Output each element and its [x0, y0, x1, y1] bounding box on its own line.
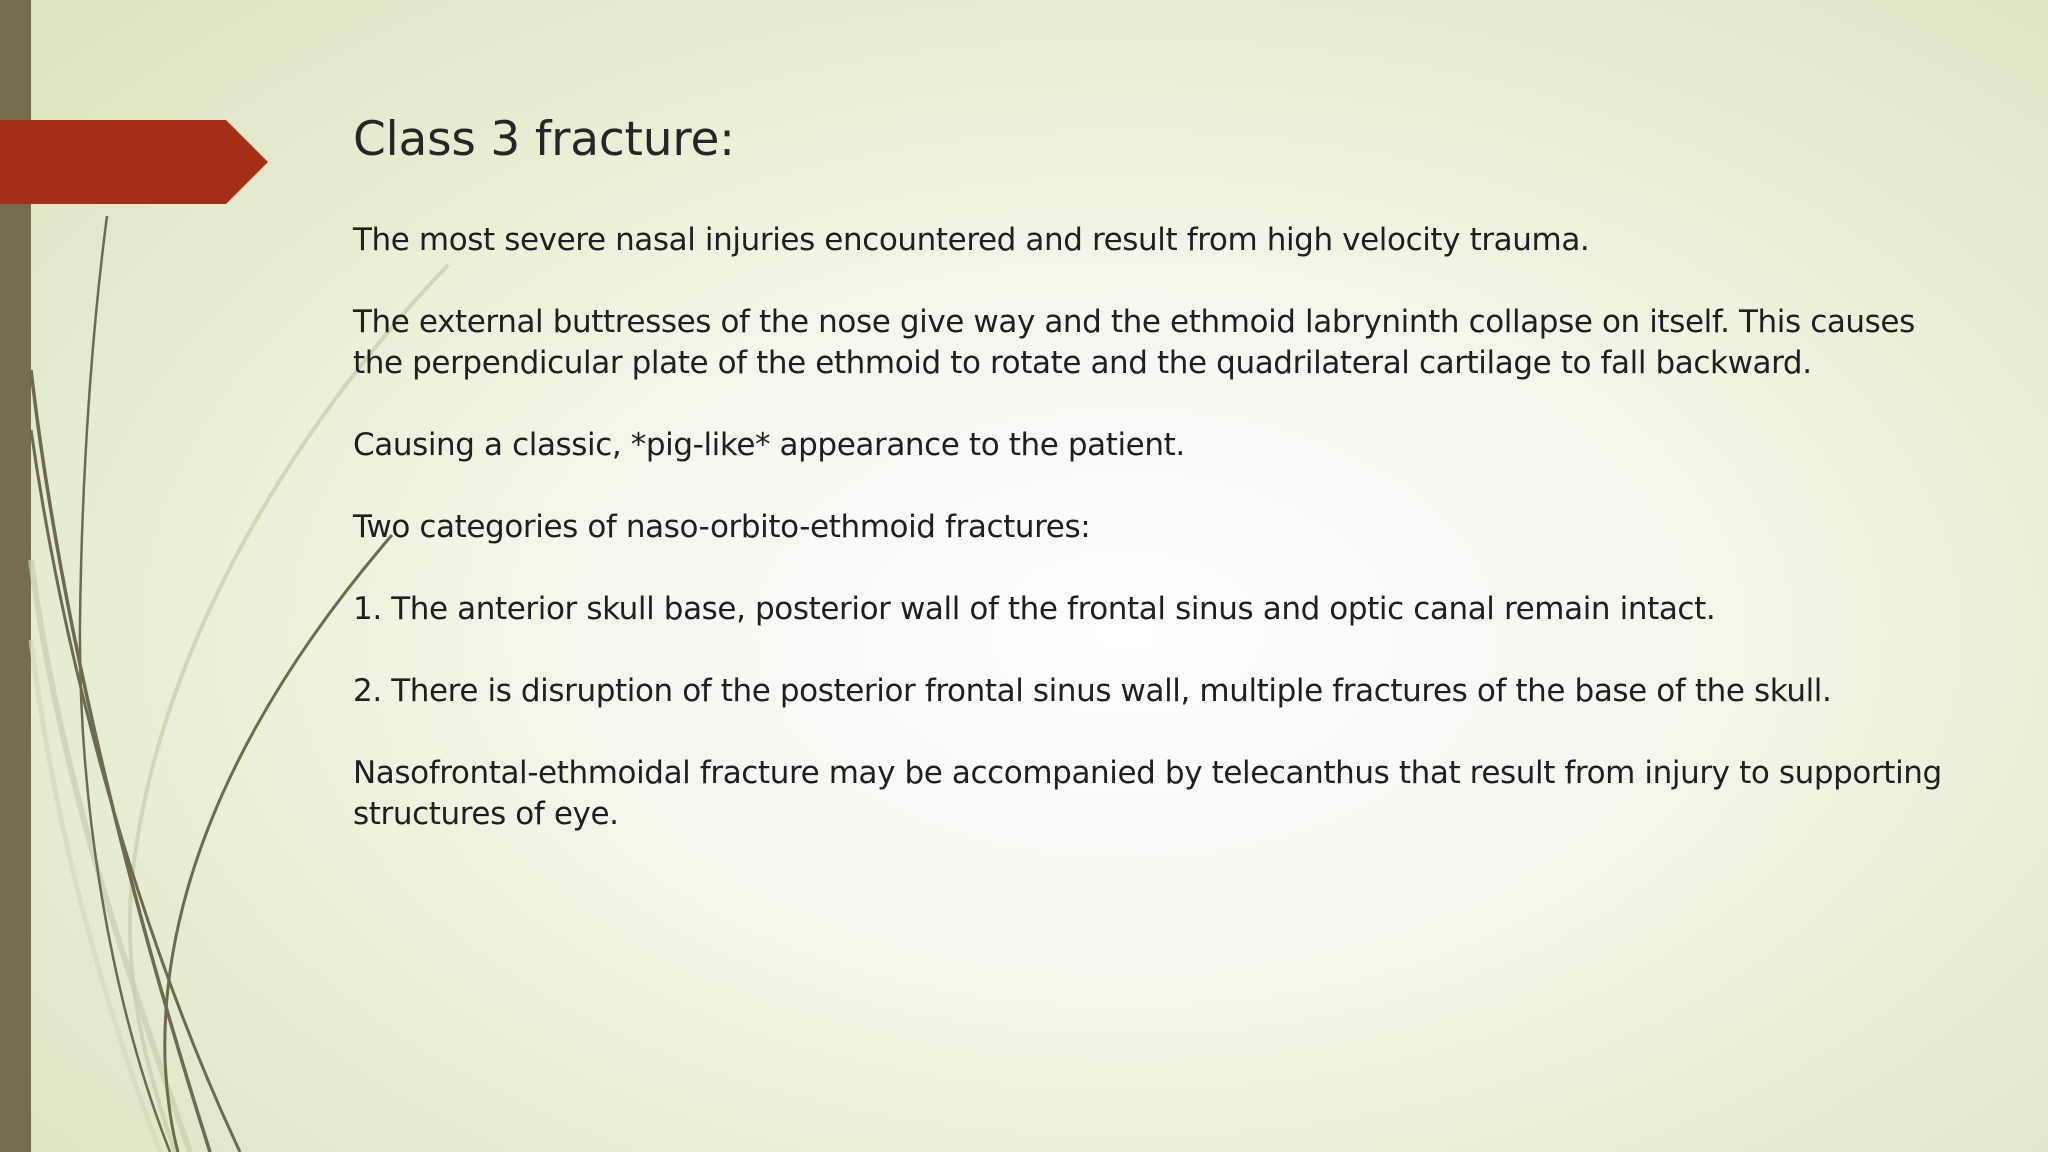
paragraph-2: The external buttresses of the nose give way and the ethmoid labryninth collapse on itself. This causes the perpendicular plate of the ethmoid to rotate and the quadrilateral cartilage to fall backward.: [353, 304, 1915, 381]
left-decorative-bar: [0, 0, 31, 1152]
slide-body: [353, 220, 1973, 876]
list-item-2: 2. There is disruption of the posterior frontal sinus wall, multiple fractures of the base of the skull.: [353, 673, 1832, 709]
light-stem-2: [31, 560, 190, 1152]
dark-stem-2: [31, 370, 210, 1152]
paragraph-3: Causing a classic, *pig-like* appearance to the patient.: [353, 427, 1185, 463]
red-arrow-tab: [0, 120, 268, 204]
dark-stem-3: [31, 430, 240, 1152]
paragraph-5: Nasofrontal-ethmoidal fracture may be accompanied by telecanthus that result from injury to supporting structures of eye.: [353, 755, 1942, 832]
dark-stem-1: [80, 216, 170, 1152]
paragraph-1: The most severe nasal injuries encountered and result from high velocity trauma.: [353, 222, 1590, 258]
paragraph-4: Two categories of naso-orbito-ethmoid fractures:: [353, 509, 1091, 545]
slide-title: Class 3 fracture:: [353, 112, 735, 167]
light-stem-3: [31, 640, 160, 1152]
list-item-1: 1. The anterior skull base, posterior wall of the frontal sinus and optic canal remain intact.: [353, 591, 1716, 627]
